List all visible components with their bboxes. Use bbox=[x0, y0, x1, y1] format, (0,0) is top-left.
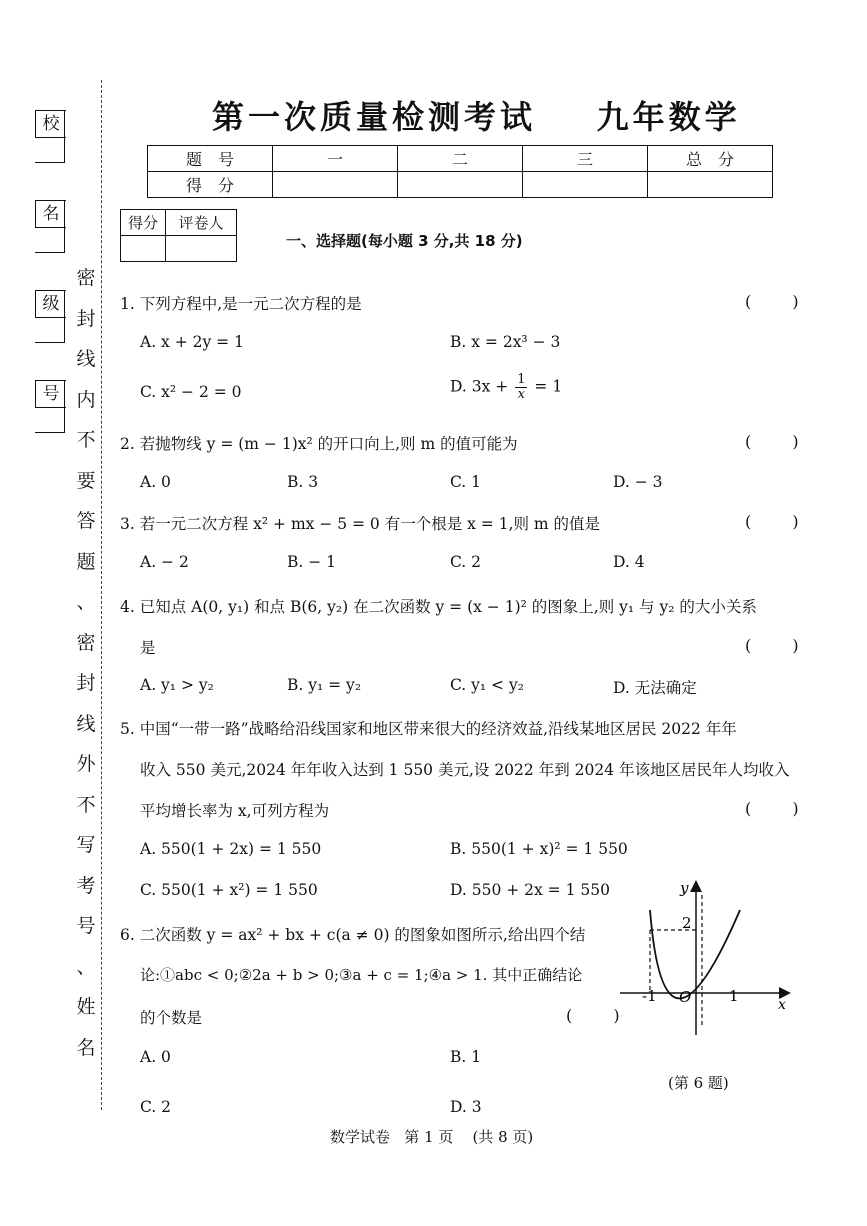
q1-option-a[interactable]: A. x + 2y = 1 bbox=[140, 333, 244, 351]
class-line bbox=[35, 342, 65, 343]
fraction-numerator: 1 bbox=[517, 372, 526, 387]
seal-char: 答 bbox=[76, 510, 96, 532]
x-tick-neg-label: -1 bbox=[642, 987, 657, 1005]
parabola-curve bbox=[650, 910, 740, 999]
y-axis-label: y bbox=[680, 879, 689, 897]
grader-table bbox=[120, 209, 237, 262]
fraction-denominator: x bbox=[517, 387, 525, 402]
page-footer: 数学试卷 第 1 页 (共 8 页) bbox=[330, 1128, 534, 1146]
class-label: 级 bbox=[35, 290, 66, 318]
q6-option-a[interactable]: A. 0 bbox=[140, 1048, 171, 1066]
q3-option-b[interactable]: B. − 1 bbox=[287, 553, 337, 571]
seal-char: 不 bbox=[76, 429, 96, 451]
q5-option-a[interactable]: A. 550(1 + 2x) = 1 550 bbox=[140, 840, 322, 858]
class-box-edge bbox=[64, 290, 65, 342]
q4-option-b[interactable]: B. y₁ = y₂ bbox=[287, 676, 362, 694]
score-header-cell: 题 号 bbox=[148, 146, 273, 172]
fraction bbox=[515, 373, 527, 402]
name-box-edge bbox=[64, 200, 65, 252]
q5-option-d[interactable]: D. 550 + 2x = 1 550 bbox=[450, 881, 610, 899]
school-label: 校 bbox=[35, 110, 66, 138]
answer-bracket[interactable]: ( ) bbox=[566, 1006, 638, 1025]
origin-label: O bbox=[679, 988, 692, 1006]
q4-option-d[interactable]: D. 无法确定 bbox=[613, 679, 697, 697]
q5-option-b[interactable]: B. 550(1 + x)² = 1 550 bbox=[450, 840, 628, 858]
seal-char: 号 bbox=[76, 915, 96, 937]
number-box-edge bbox=[64, 380, 65, 432]
q5-stem-line3: 平均增长率为 x,可列方程为 bbox=[140, 802, 330, 820]
x-axis-label: x bbox=[778, 997, 786, 1013]
name-label: 名 bbox=[35, 200, 66, 228]
q1-option-d[interactable] bbox=[450, 373, 562, 402]
grader-name-cell[interactable] bbox=[166, 236, 237, 262]
score-header-cell: 总 分 bbox=[648, 146, 773, 172]
seal-char: 写 bbox=[76, 834, 96, 856]
score-row-label: 得 分 bbox=[148, 172, 273, 198]
x-tick-pos-label: 1 bbox=[729, 987, 739, 1005]
q2-option-a[interactable]: A. 0 bbox=[140, 473, 171, 491]
answer-bracket[interactable]: ( ) bbox=[745, 636, 817, 655]
answer-bracket[interactable]: ( ) bbox=[745, 432, 817, 451]
score-header-cell: 一 bbox=[273, 146, 398, 172]
school-box-edge bbox=[64, 110, 65, 162]
q2-option-b[interactable]: B. 3 bbox=[287, 473, 319, 491]
seal-dashed-line bbox=[101, 80, 102, 1110]
q6-option-c[interactable]: C. 2 bbox=[140, 1098, 172, 1116]
q6-option-d[interactable]: D. 3 bbox=[450, 1098, 482, 1116]
seal-text bbox=[72, 258, 100, 1068]
q4-option-c[interactable]: C. y₁ < y₂ bbox=[450, 676, 524, 694]
seal-char: 线 bbox=[76, 348, 96, 370]
q2-option-c[interactable]: C. 1 bbox=[450, 473, 482, 491]
seal-char: 考 bbox=[76, 874, 96, 897]
score-input-cell[interactable] bbox=[398, 172, 523, 198]
name-line bbox=[35, 252, 65, 253]
q6-stem-line2: 论:①abc < 0;②2a + b > 0;③a + c = 1;④a > 1. 其中正确结论 bbox=[140, 966, 583, 984]
seal-char: 封 bbox=[76, 307, 96, 330]
seal-char: 姓 bbox=[76, 996, 96, 1018]
q3-option-a[interactable]: A. − 2 bbox=[140, 553, 189, 571]
score-table bbox=[147, 145, 773, 198]
number-label: 号 bbox=[35, 380, 66, 408]
seal-char: 密 bbox=[76, 267, 96, 289]
score-input-cell[interactable] bbox=[648, 172, 773, 198]
answer-bracket[interactable]: ( ) bbox=[745, 292, 817, 311]
q1-option-c[interactable]: C. x² − 2 = 0 bbox=[140, 383, 242, 401]
q5-stem-line1: 5. 中国“一带一路”战略给沿线国家和地区带来很大的经济效益,沿线某地区居民 2022 年年 bbox=[120, 720, 737, 738]
answer-bracket[interactable]: ( ) bbox=[745, 799, 817, 818]
q2-stem: 2. 若抛物线 y = (m − 1)x² 的开口向上,则 m 的值可能为 bbox=[120, 435, 518, 453]
seal-char: 不 bbox=[76, 793, 96, 816]
score-input-cell[interactable] bbox=[273, 172, 398, 198]
q3-stem: 3. 若一元二次方程 x² + mx − 5 = 0 有一个根是 x = 1,则 m 的值是 bbox=[120, 515, 601, 533]
seal-char: 外 bbox=[76, 753, 96, 775]
school-line bbox=[35, 162, 65, 163]
q6-option-b[interactable]: B. 1 bbox=[450, 1048, 482, 1066]
section-heading: 一、选择题(每小题 3 分,共 18 分) bbox=[286, 232, 523, 250]
number-line bbox=[35, 432, 65, 433]
q1-option-b[interactable]: B. x = 2x³ − 3 bbox=[450, 333, 561, 351]
q3-option-d[interactable]: D. 4 bbox=[613, 553, 645, 571]
q6-stem-line3: 的个数是 bbox=[140, 1009, 203, 1027]
figure-caption: (第 6 题) bbox=[668, 1074, 729, 1092]
seal-char: 内 bbox=[76, 388, 96, 411]
seal-char: 、 bbox=[76, 591, 96, 613]
q1-option-d-prefix: D. 3x + bbox=[450, 377, 509, 396]
seal-char: 封 bbox=[76, 672, 96, 694]
grader-score-cell[interactable] bbox=[121, 236, 166, 262]
score-input-cell[interactable] bbox=[523, 172, 648, 198]
q4-stem-line1: 4. 已知点 A(0, y₁) 和点 B(6, y₂) 在二次函数 y = (x − 1)² 的图象上,则 y₁ 与 y₂ 的大小关系 bbox=[120, 598, 757, 616]
grader-name-label: 评卷人 bbox=[166, 210, 237, 236]
page-title: 第一次质量检测考试 九年数学 bbox=[212, 98, 741, 136]
q4-stem-line2: 是 bbox=[140, 639, 156, 657]
seal-char: 密 bbox=[76, 631, 96, 654]
y-tick-label: 2 bbox=[682, 914, 692, 932]
seal-char: 名 bbox=[76, 1036, 96, 1059]
score-header-cell: 二 bbox=[398, 146, 523, 172]
q1-option-d-suffix: = 1 bbox=[534, 377, 563, 396]
seal-char: 要 bbox=[76, 469, 96, 492]
answer-bracket[interactable]: ( ) bbox=[745, 512, 817, 531]
q1-stem: 1. 下列方程中,是一元二次方程的是 bbox=[120, 295, 362, 313]
seal-char: 题 bbox=[76, 550, 96, 573]
seal-char: 、 bbox=[76, 955, 96, 978]
seal-char: 线 bbox=[76, 712, 96, 735]
q2-option-d[interactable]: D. − 3 bbox=[613, 473, 663, 491]
grader-score-label: 得分 bbox=[121, 210, 166, 236]
q3-option-c[interactable]: C. 2 bbox=[450, 553, 482, 571]
parabola-graph bbox=[612, 875, 797, 1045]
q4-option-a[interactable]: A. y₁ > y₂ bbox=[140, 676, 214, 694]
q5-stem-line2: 收入 550 美元,2024 年年收入达到 1 550 美元,设 2022 年到 2024 年该地区居民年人均收入 bbox=[140, 761, 790, 779]
q5-option-c[interactable]: C. 550(1 + x²) = 1 550 bbox=[140, 881, 318, 899]
q6-stem-line1: 6. 二次函数 y = ax² + bx + c(a ≠ 0) 的图象如图所示,给出四个结 bbox=[120, 926, 586, 944]
score-header-cell: 三 bbox=[523, 146, 648, 172]
